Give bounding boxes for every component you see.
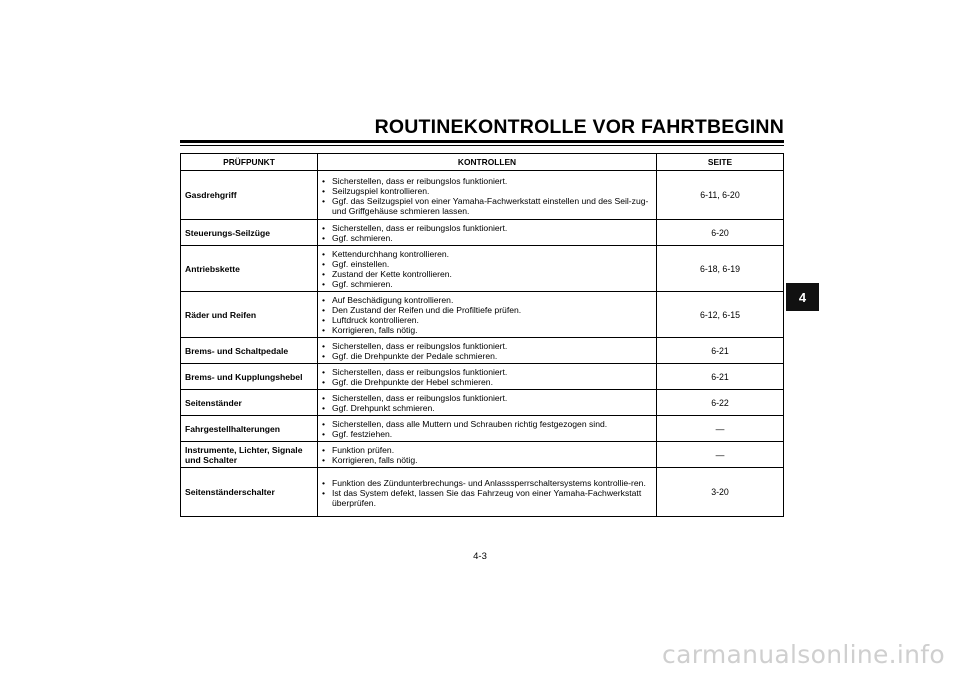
list-item: • Luftdruck kontrollieren.	[322, 315, 652, 325]
list-item: • Ggf. schmieren.	[322, 279, 652, 289]
header-page: SEITE	[657, 154, 784, 171]
title-rule-thin	[180, 145, 784, 146]
check-point: Antriebskette	[181, 246, 318, 292]
check-controls	[318, 171, 657, 220]
check-controls	[318, 468, 657, 517]
header-controls: KONTROLLEN	[318, 154, 657, 171]
table-row	[181, 292, 784, 338]
list-item: • Zustand der Kette kontrollieren.	[322, 269, 652, 279]
page-reference: —	[657, 416, 784, 442]
list-item: • Ggf. das Seilzugspiel von einer Yamaha-Fachwerkstatt einstellen und des Seil-zug- und Griffgehäuse schmieren lassen.	[322, 196, 652, 216]
list-item: • Den Zustand der Reifen und die Profiltiefe prüfen.	[322, 305, 652, 315]
list-item: • Ggf. festziehen.	[322, 429, 652, 439]
list-item: • Funktion des Zündunterbrechungs- und Anlasssperrschaltersystems kontrollie-ren.	[322, 478, 652, 488]
controls-list	[322, 445, 652, 465]
table-row	[181, 364, 784, 390]
controls-list	[322, 223, 652, 243]
page-reference: 3-20	[657, 468, 784, 517]
check-controls	[318, 416, 657, 442]
list-item: • Sicherstellen, dass alle Muttern und Schrauben richtig festgezogen sind.	[322, 419, 652, 429]
page-title: ROUTINEKONTROLLE VOR FAHRTBEGINN	[374, 116, 784, 138]
list-item: • Seilzugspiel kontrollieren.	[322, 186, 652, 196]
page-reference: 6-11, 6-20	[657, 171, 784, 220]
list-item: • Funktion prüfen.	[322, 445, 652, 455]
controls-list	[322, 176, 652, 216]
table-row	[181, 338, 784, 364]
watermark: carmanualsonline.info	[662, 640, 945, 669]
table-row	[181, 442, 784, 468]
list-item: • Sicherstellen, dass er reibungslos funktioniert.	[322, 341, 652, 351]
table-body	[181, 171, 784, 517]
table-row	[181, 220, 784, 246]
list-item: • Ggf. schmieren.	[322, 233, 652, 243]
list-item: • Kettendurchhang kontrollieren.	[322, 249, 652, 259]
controls-list	[322, 393, 652, 413]
list-item: • Sicherstellen, dass er reibungslos funktioniert.	[322, 176, 652, 186]
page-reference: 6-21	[657, 364, 784, 390]
title-rule-thick	[180, 140, 784, 143]
check-point: Seitenständerschalter	[181, 468, 318, 517]
table-row	[181, 171, 784, 220]
table-row	[181, 468, 784, 517]
check-point: Brems- und Kupplungshebel	[181, 364, 318, 390]
page-number: 4-3	[473, 551, 487, 562]
list-item: • Ggf. einstellen.	[322, 259, 652, 269]
controls-list	[322, 419, 652, 439]
page-reference: 6-21	[657, 338, 784, 364]
controls-list	[322, 478, 652, 508]
check-controls	[318, 292, 657, 338]
chapter-tab: 4	[786, 283, 819, 311]
list-item: • Sicherstellen, dass er reibungslos funktioniert.	[322, 393, 652, 403]
check-point: Steuerungs-Seilzüge	[181, 220, 318, 246]
list-item: • Ggf. die Drehpunkte der Hebel schmieren.	[322, 377, 652, 387]
table-row	[181, 416, 784, 442]
list-item: • Sicherstellen, dass er reibungslos funktioniert.	[322, 367, 652, 377]
list-item: • Korrigieren, falls nötig.	[322, 455, 652, 465]
check-controls	[318, 246, 657, 292]
check-controls	[318, 220, 657, 246]
check-point: Fahrgestellhalterungen	[181, 416, 318, 442]
page-reference: —	[657, 442, 784, 468]
check-point: Räder und Reifen	[181, 292, 318, 338]
check-point: Brems- und Schaltpedale	[181, 338, 318, 364]
page-reference: 6-18, 6-19	[657, 246, 784, 292]
page-reference: 6-22	[657, 390, 784, 416]
header-point: PRÜFPUNKT	[181, 154, 318, 171]
page-reference: 6-12, 6-15	[657, 292, 784, 338]
check-controls	[318, 442, 657, 468]
controls-list	[322, 249, 652, 289]
list-item: • Ist das System defekt, lassen Sie das Fahrzeug von einer Yamaha-Fachwerkstatt überprüfen.	[322, 488, 652, 508]
check-point: Instrumente, Lichter, Signale und Schalter	[181, 442, 318, 468]
controls-list	[322, 295, 652, 335]
table-row	[181, 390, 784, 416]
list-item: • Auf Beschädigung kontrollieren.	[322, 295, 652, 305]
page-reference: 6-20	[657, 220, 784, 246]
list-item: • Ggf. die Drehpunkte der Pedale schmieren.	[322, 351, 652, 361]
list-item: • Ggf. Drehpunkt schmieren.	[322, 403, 652, 413]
check-controls	[318, 390, 657, 416]
controls-list	[322, 367, 652, 387]
list-item: • Sicherstellen, dass er reibungslos funktioniert.	[322, 223, 652, 233]
check-controls	[318, 364, 657, 390]
controls-list	[322, 341, 652, 361]
check-controls	[318, 338, 657, 364]
table-header-row	[181, 154, 784, 171]
list-item: • Korrigieren, falls nötig.	[322, 325, 652, 335]
inspection-table	[180, 153, 784, 517]
check-point: Gasdrehgriff	[181, 171, 318, 220]
check-point: Seitenständer	[181, 390, 318, 416]
table-row	[181, 246, 784, 292]
